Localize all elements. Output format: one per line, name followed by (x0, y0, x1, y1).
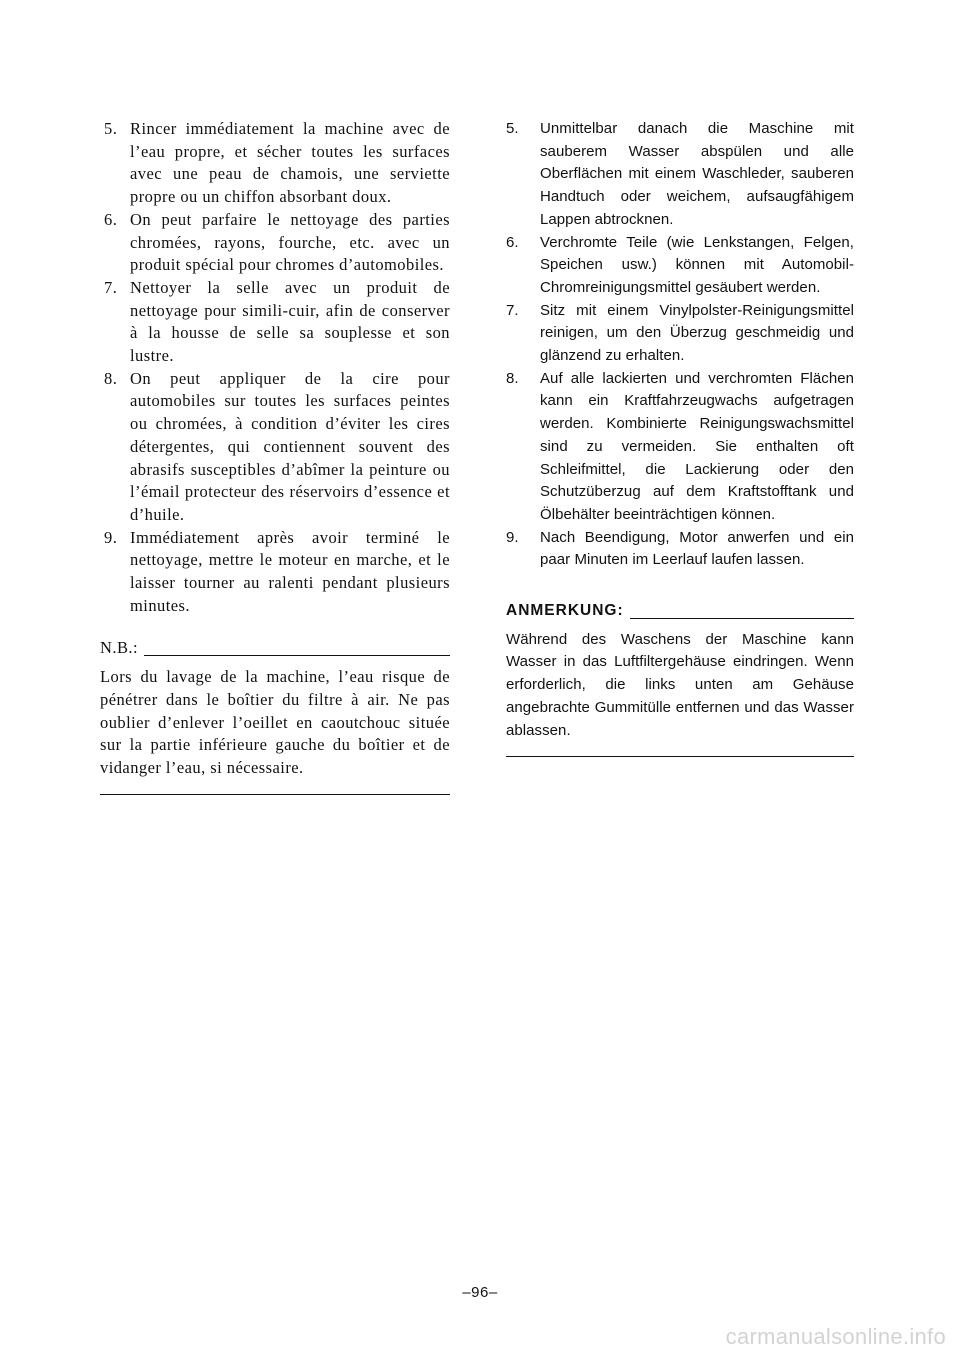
item-number: 5. (104, 119, 118, 138)
german-instruction-list (506, 118, 854, 572)
item-text: Rincer immédiatement la machine avec de l’eau propre, et sécher toutes les surfaces avec une peau de chamois, une serviette propre ou un chiffon absorbant doux. (130, 119, 450, 207)
note-text: Während des Waschens der Maschine kann Wasser in das Luftfiltergehäuse eindringen. Wenn erforderlich, die links unten am Gehäuse angebrachte Gummitülle entfernen und das Wasser ablassen. (506, 630, 854, 739)
german-note (506, 600, 854, 757)
watermark: carmanualsonline.info (725, 1324, 946, 1349)
item-text: Immédiatement après avoir terminé le nettoyage, mettre le moteur en marche, et le laisser tourner au ralenti pendant plusieurs minutes. (130, 527, 450, 615)
list-item (100, 277, 450, 368)
item-text: Nettoyer la selle avec un produit de nettoyage pour simili-cuir, afin de conserver à la housse de selle sa souplesse et son lustre. (130, 277, 450, 366)
list-item (506, 118, 854, 232)
list-item (100, 368, 450, 527)
list-item (100, 527, 450, 618)
page-number: –96– (462, 1284, 498, 1301)
item-text: Nach Beendigung, Motor anwerfen und ein paar Minuten im Leerlauf laufen lassen. (540, 528, 854, 569)
item-text: Unmittelbar danach die Maschine mit sauberem Wasser abspülen und alle Oberflächen mit einem Waschleder, sauberen Handtuch oder weichem, aufsaugfähigem Lappen abtrocknen. (540, 120, 854, 228)
note-title-rule (630, 618, 854, 619)
item-text: On peut appliquer de la cire pour automobiles sur toutes les surfaces peintes ou chromées, à condition d’éviter les cires détergentes, qui contiennent souvent des abrasifs susceptibles d’abîmer la peinture ou l’émail protecteur des réservoirs d’essence et d’huile. (130, 368, 450, 524)
item-text: Auf alle lackierten und verchromten Flächen kann ein Kraftfahrzeugwachs aufgetragen werden. Kombinierte Reinigungswachsmittel sind zu vermeiden. Sie enthalten oft Schleifmittel, die Lackierung oder den Schutzüberzug auf dem Kraftstofftank und Ölbehälter beeinträchtigen können. (540, 369, 854, 523)
note-end-rule (100, 794, 450, 795)
item-number: 7. (506, 301, 519, 319)
french-column (100, 118, 450, 795)
item-number: 8. (506, 369, 519, 387)
item-text: Verchromte Teile (wie Lenkstangen, Felgen, Speichen usw.) können mit Automobil-Chromreinigungsmittel gesäubert werden. (540, 233, 854, 296)
list-item (506, 368, 854, 527)
note-text: Lors du lavage de la machine, l’eau risque de pénétrer dans le boîtier du filtre à air. Ne pas oublier d’enlever l’oeillet en caoutchouc située sur la partie inférieure gauche du boîtier et de vidanger l’eau, si nécessaire. (100, 667, 450, 777)
list-item (506, 232, 854, 300)
item-number: 7. (104, 277, 118, 297)
list-item (506, 300, 854, 368)
item-number: 9. (506, 528, 519, 546)
list-item (100, 209, 450, 277)
item-text: Sitz mit einem Vinylpolster-Reinigungsmittel reinigen, um den Überzug geschmeidig und glänzend zu erhalten. (540, 301, 854, 365)
item-number: 6. (506, 233, 519, 251)
note-title-rule (144, 655, 450, 656)
item-number: 8. (104, 368, 118, 388)
note-title: ANMERKUNG: (506, 602, 624, 620)
german-column (506, 118, 854, 757)
note-title: N.B.: (100, 638, 139, 658)
item-number: 9. (104, 527, 118, 547)
french-note (100, 637, 450, 794)
item-number: 5. (506, 120, 519, 137)
note-end-rule (506, 756, 854, 757)
french-instruction-list (100, 118, 450, 617)
item-number: 6. (104, 209, 118, 229)
list-item (506, 527, 854, 572)
list-item (100, 118, 450, 209)
note-header (506, 600, 854, 623)
item-text: On peut parfaire le nettoyage des parties chromées, rayons, fourche, etc. avec un produit spécial pour chromes d’automobiles. (130, 209, 450, 275)
note-header (100, 637, 450, 660)
